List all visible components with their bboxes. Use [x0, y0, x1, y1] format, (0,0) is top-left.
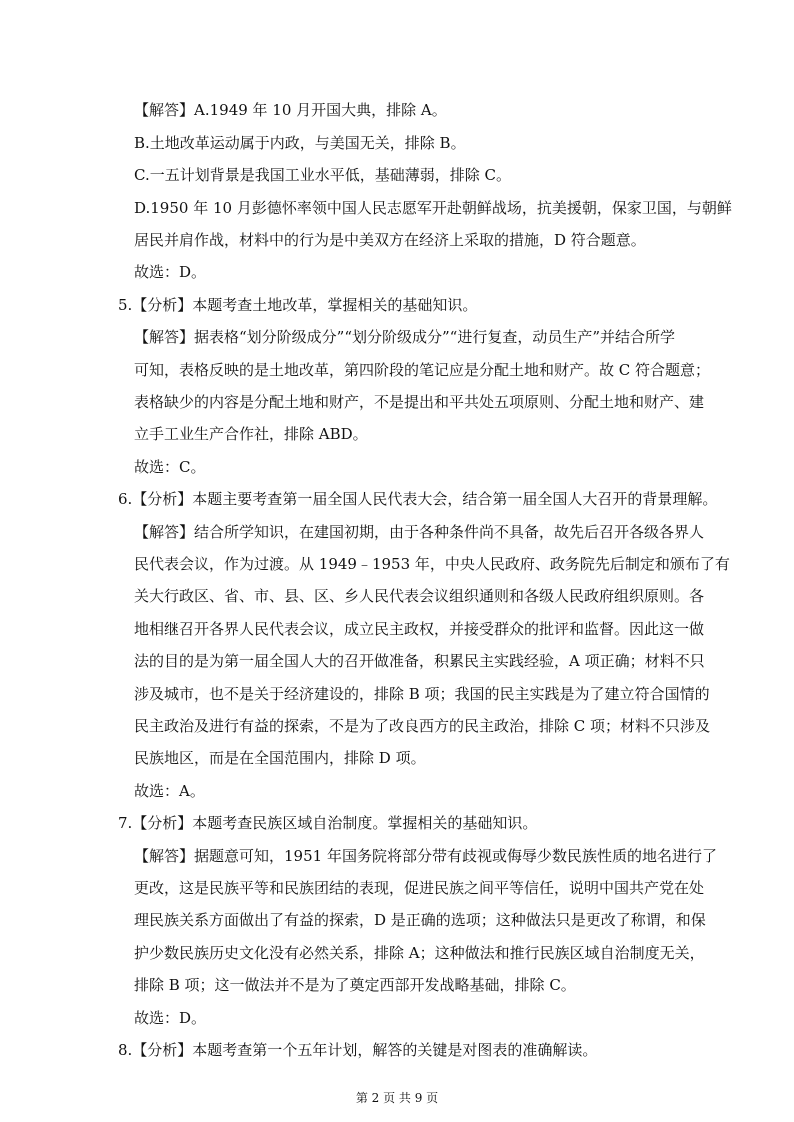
text-line: 排除 B 项；这一做法并不是为了奠定西部开发战略基础，排除 C。 [134, 976, 576, 994]
text-line: B.土地改革运动属于内政，与美国无关，排除 B。 [134, 134, 466, 152]
text-line: 更改，这是民族平等和民族团结的表现，促进民族之间平等信任，说明中国共产党在处 [134, 879, 705, 897]
text-line: 民代表会议，作为过渡。从 1949﹣1953 年，中央人民政府、政务院先后制定和颁布了有 [134, 555, 730, 573]
text-line: 故选：D。 [134, 1009, 207, 1027]
text-line: 故选：A。 [134, 782, 205, 800]
text-line: 护少数民族历史文化没有必然关系，排除 A；这种做法和推行民族区域自治制度无关， [134, 944, 705, 962]
text-line: 【解答】结合所学知识，在建国初期，由于各种条件尚不具备，故先后召开各级各界人 [134, 523, 705, 541]
text-line: 【解答】据题意可知，1951 年国务院将部分带有歧视或侮辱少数民族性质的地名进行了 [134, 847, 717, 865]
text-line: 理民族关系方面做出了有益的探索，D 是正确的选项；这种做法只是更改了称谓，和保 [134, 911, 706, 929]
text-line: 地相继召开各界人民代表会议，成立民主政权，并接受群众的批评和监督。因此这一做 [134, 620, 705, 638]
text-line: 民族地区，而是在全国范围内，排除 D 项。 [134, 749, 426, 767]
text-line: 可知，表格反映的是土地改革，第四阶段的笔记应是分配土地和财产。故 C 符合题意； [134, 361, 711, 379]
text-line: 表格缺少的内容是分配土地和财产，不是提出和平共处五项原则、分配土地和财产、建 [134, 393, 705, 411]
question-heading: 5.【分析】本题考查土地改革，掌握相关的基础知识。 [118, 296, 478, 314]
text-line: 法的目的是为第一届全国人大的召开做准备，积累民主实践经验，A 项正确；材料不只 [134, 652, 705, 670]
page-footer: 第 2 页 共 9 页 [355, 1091, 439, 1105]
text-line: 民主政治及进行有益的探索，不是为了改良西方的民主政治，排除 C 项；材料不只涉及 [134, 717, 711, 735]
text-line: 居民并肩作战，材料中的行为是中美双方在经济上采取的措施，D 符合题意。 [134, 231, 646, 249]
question-heading: 7.【分析】本题考查民族区域自治制度。掌握相关的基础知识。 [118, 814, 538, 832]
text-line: 故选：D。 [134, 263, 207, 281]
text-line: 立手工业生产合作社，排除 ABD。 [134, 425, 368, 443]
text-line: 故选：C。 [134, 458, 206, 476]
text-line: 【解答】A.1949 年 10 月开国大典，排除 A。 [134, 101, 447, 119]
text-line: D.1950 年 10 月彭德怀率领中国人民志愿军开赴朝鲜战场，抗美援朝，保家卫国，与朝鲜 [134, 199, 732, 217]
question-heading: 6.【分析】本题主要考查第一届全国人民代表大会，结合第一届全国人大召开的背景理解。 [118, 490, 718, 508]
text-line: 关大行政区、省、市、县、区、乡人民代表会议组织通则和各级人民政府组织原则。各 [134, 587, 705, 605]
question-heading: 8.【分析】本题考查第一个五年计划，解答的关键是对图表的准确解读。 [118, 1041, 598, 1059]
text-line: 涉及城市，也不是关于经济建设的，排除 B 项；我国的民主实践是为了建立符合国情的 [134, 685, 710, 703]
text-line: C.一五计划背景是我国工业水平低，基础薄弱，排除 C。 [134, 166, 511, 184]
text-line: 【解答】据表格“划分阶级成分”“划分阶级成分”“进行复查，动员生产”并结合所学 [134, 328, 676, 346]
